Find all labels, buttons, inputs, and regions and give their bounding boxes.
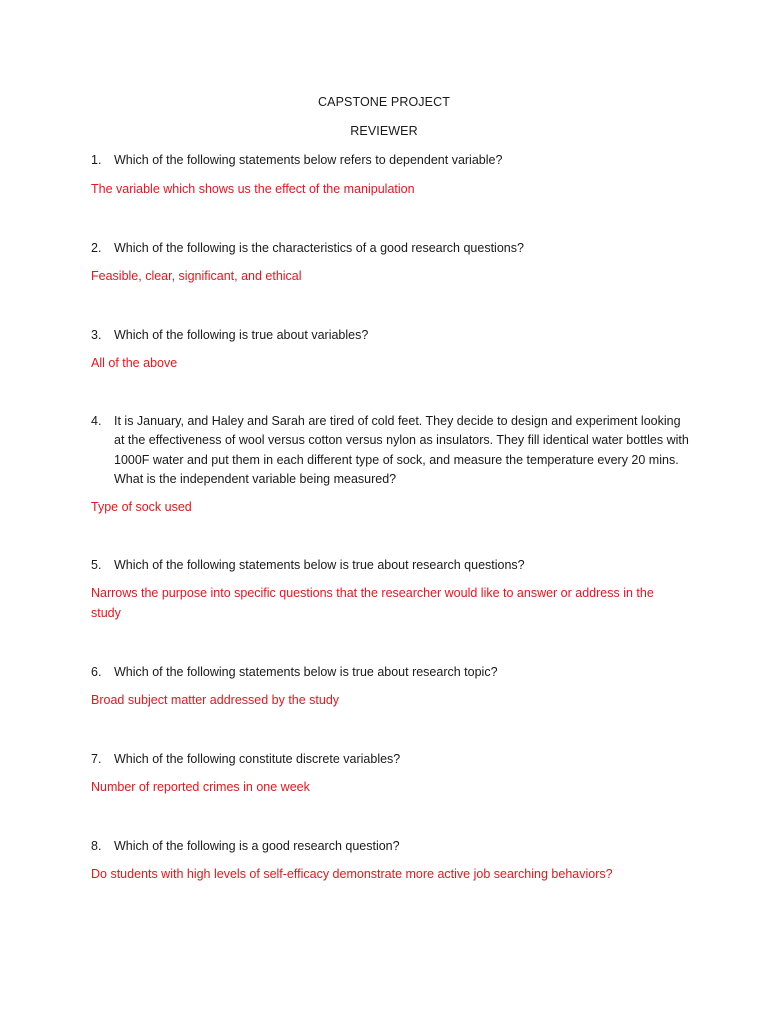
question-row	[0, 556, 768, 575]
question-text: Which of the following statements below is true about research topic?	[114, 665, 498, 679]
question-row	[0, 151, 768, 170]
answer-text: Number of reported crimes in one week	[91, 780, 310, 795]
question-item-7	[0, 750, 768, 798]
question-row	[0, 326, 768, 345]
answer-text: Do students with high levels of self-efficacy demonstrate more active job searching behaviors?	[91, 867, 613, 882]
question-item-6	[0, 663, 768, 711]
document-title: CAPSTONE PROJECT	[318, 95, 450, 109]
question-item-3	[0, 326, 768, 374]
question-text: Which of the following is the characteristics of a good research questions?	[114, 241, 524, 255]
answer-text: Type of sock used	[91, 500, 192, 515]
question-number: 1.	[91, 153, 102, 167]
question-row	[0, 412, 768, 489]
question-number: 2.	[91, 241, 102, 255]
question-item-1	[0, 151, 768, 200]
question-text: Which of the following is a good research question?	[114, 839, 400, 853]
answer-text: The variable which shows us the effect of the manipulation	[91, 182, 415, 197]
question-row	[0, 837, 768, 856]
question-number: 4.	[91, 414, 102, 428]
document-subtitle: REVIEWER	[350, 124, 418, 138]
answer-text: Feasible, clear, significant, and ethical	[91, 269, 302, 284]
question-row	[0, 239, 768, 258]
question-item-5	[0, 556, 768, 623]
question-number: 5.	[91, 558, 102, 572]
answer-text: Broad subject matter addressed by the study	[91, 693, 340, 708]
question-number: 7.	[91, 752, 102, 766]
question-number: 8.	[91, 839, 102, 853]
answer-text: All of the above	[91, 356, 178, 371]
question-row	[0, 663, 768, 682]
question-text: Which of the following constitute discrete variables?	[114, 752, 401, 766]
question-item-8	[0, 837, 768, 885]
question-text: Which of the following statements below refers to dependent variable?	[114, 153, 503, 167]
question-text: Which of the following statements below is true about research questions?	[114, 558, 525, 572]
question-row	[0, 750, 768, 769]
question-text: It is January, and Haley and Sarah are tired of cold feet. They decide to design and experiment looking at the effectiveness of wool versus cotton versus nylon as insulators. They fill identical water bottles with 1000F water and put them in each different type of sock, and measure the temperature every 20 mins. What is the independent variable being measured?	[114, 414, 689, 486]
question-item-2	[0, 239, 768, 287]
answer-text: Narrows the purpose into specific questions that the researcher would like to answer or address in the study	[91, 586, 654, 620]
question-text: Which of the following is true about variables?	[114, 328, 369, 342]
question-number: 3.	[91, 328, 102, 342]
question-number: 6.	[91, 665, 102, 679]
question-item-4	[0, 412, 768, 517]
